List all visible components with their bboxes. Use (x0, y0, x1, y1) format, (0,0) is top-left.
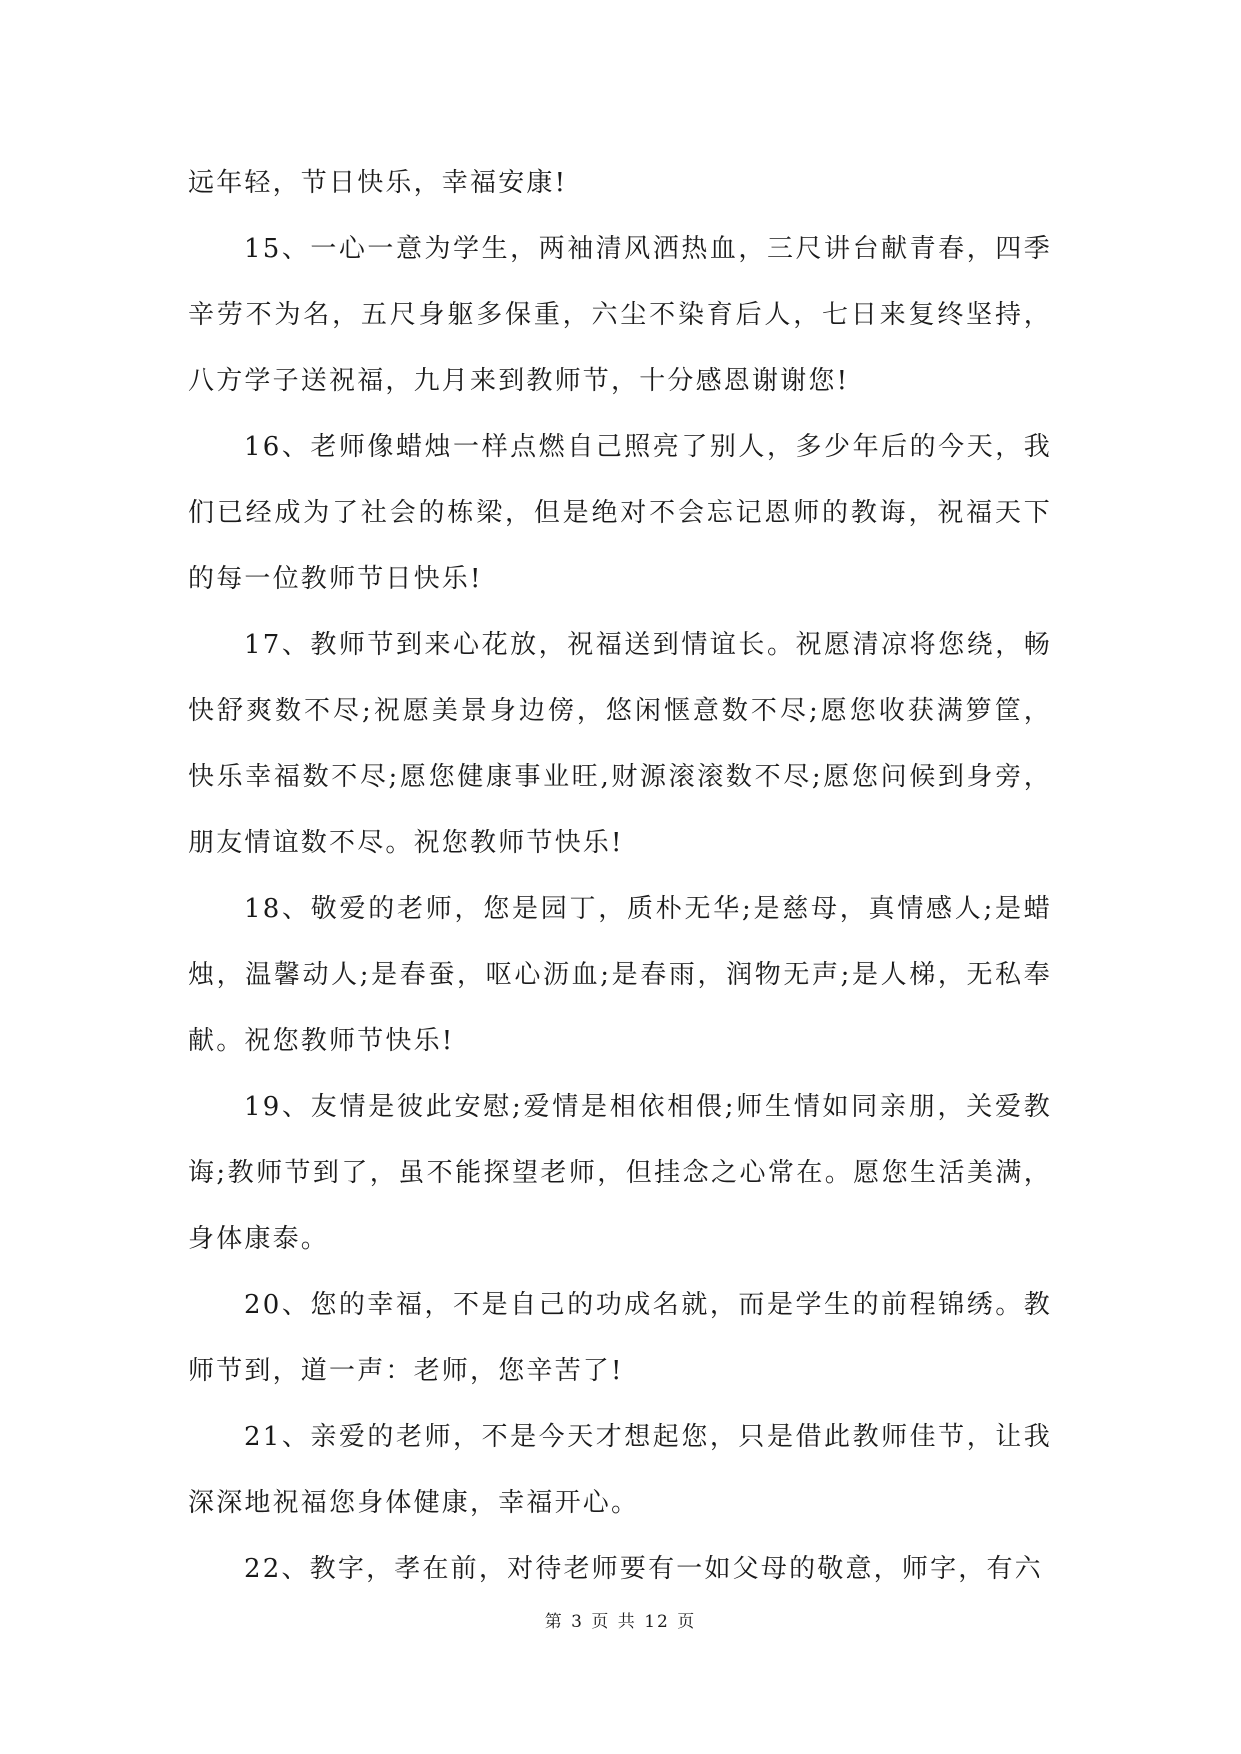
paragraph-21: 21、亲爱的老师，不是今天才想起您，只是借此教师佳节，让我深深地祝福您身体健康，幸福开心。 (188, 1422, 1052, 1518)
paragraph-22: 22、教字，孝在前，对待老师要有一如父母的敬意，师字，有六 (244, 1554, 1043, 1584)
paragraph-19: 19、友情是彼此安慰;爱情是相依相偎;师生情如同亲朋，关爱教诲;教师节到了，虽不能探望老师，但挂念之心常在。愿您生活美满，身体康泰。 (188, 1092, 1052, 1254)
paragraph-15: 15、一心一意为学生，两袖清风洒热血，三尺讲台献青春，四季辛劳不为名，五尺身躯多保重，六尘不染育后人，七日来复终坚持，八方学子送祝福，九月来到教师节，十分感恩谢谢您! (188, 234, 1052, 396)
paragraph-17: 17、教师节到来心花放，祝福送到情谊长。祝愿清凉将您绕，畅快舒爽数不尽;祝愿美景身边傍，悠闲惬意数不尽;愿您收获满箩筐，快乐幸福数不尽;愿您健康事业旺,财源滚滚数不尽;愿您问候到身旁，朋友情谊数不尽。祝您教师节快乐! (188, 630, 1052, 858)
page-number-footer: 第 3 页 共 12 页 (544, 1612, 697, 1632)
document-body (188, 150, 1052, 1602)
paragraph-20: 20、您的幸福，不是自己的功成名就，而是学生的前程锦绣。教师节到，道一声：老师，您辛苦了! (188, 1290, 1052, 1386)
continued-paragraph: 远年轻，节日快乐，幸福安康! (188, 168, 568, 198)
paragraph-18: 18、敬爱的老师，您是园丁，质朴无华;是慈母，真情感人;是蜡烛，温馨动人;是春蚕，呕心沥血;是春雨，润物无声;是人梯，无私奉献。祝您教师节快乐! (188, 894, 1052, 1056)
paragraph-16: 16、老师像蜡烛一样点燃自己照亮了别人，多少年后的今天，我们已经成为了社会的栋梁，但是绝对不会忘记恩师的教诲，祝福天下的每一位教师节日快乐! (188, 432, 1052, 594)
